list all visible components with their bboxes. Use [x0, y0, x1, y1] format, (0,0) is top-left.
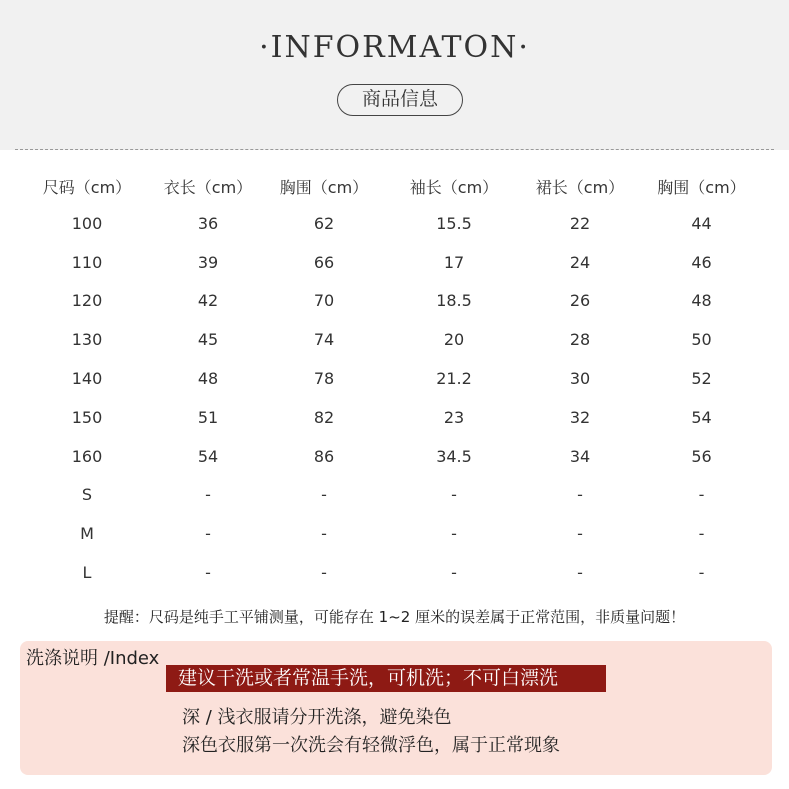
header-title: ·INFORMATON·: [259, 30, 530, 65]
table-cell: 150: [71, 407, 103, 427]
table-cell: 39: [197, 252, 219, 272]
table-header-row: [22, 168, 767, 204]
wash-instructions-box: [20, 641, 772, 775]
table-cell: -: [451, 524, 457, 544]
table-cell: 120: [71, 291, 103, 311]
table-row: [22, 243, 767, 282]
table-cell: 54: [691, 407, 712, 427]
table-cell: 74: [313, 330, 335, 350]
measurement-notice: 提醒：尺码是纯手工平铺测量，可能存在 1~2 厘米的误差属于正常范围，非质量问题！: [103, 608, 686, 626]
table-row: [22, 476, 767, 515]
table-cell: S: [81, 485, 93, 505]
table-cell: 42: [197, 291, 219, 311]
table-cell: 24: [569, 252, 591, 272]
table-cell: 22: [569, 213, 591, 233]
table-cell: M: [80, 524, 94, 544]
table-cell: 110: [71, 252, 103, 272]
table-cell: L: [82, 563, 92, 583]
table-cell: -: [698, 524, 705, 544]
wash-line-1: 深 / 浅衣服请分开洗涤，避免染色: [182, 707, 452, 728]
table-cell: 20: [443, 330, 465, 350]
column-header: 衣长（cm）: [163, 177, 253, 197]
table-row: [22, 553, 767, 592]
table-cell: -: [205, 524, 211, 544]
table-cell: -: [321, 524, 327, 544]
column-header: 袖长（cm）: [409, 177, 499, 197]
table-cell: 52: [691, 369, 712, 389]
table-cell: 130: [71, 330, 103, 350]
table-cell: -: [451, 563, 457, 583]
table-cell: 18.5: [436, 291, 472, 311]
table-cell: 48: [197, 369, 219, 389]
table-cell: -: [577, 485, 583, 505]
table-cell: -: [698, 563, 705, 583]
table-cell: 100: [71, 213, 103, 233]
table-cell: 17: [443, 252, 465, 272]
table-cell: -: [698, 485, 705, 505]
table-cell: 34.5: [436, 446, 472, 466]
table-cell: 36: [197, 213, 219, 233]
product-info-badge: 商品信息: [337, 84, 463, 116]
table-cell: 50: [691, 330, 712, 350]
table-cell: -: [321, 563, 327, 583]
table-cell: 30: [569, 369, 591, 389]
table-cell: -: [205, 485, 211, 505]
table-cell: -: [577, 563, 583, 583]
column-header: 裙长（cm）: [535, 177, 625, 197]
table-cell: 23: [443, 407, 465, 427]
column-header: 尺码（cm）: [42, 177, 132, 197]
table-cell: 46: [691, 252, 712, 272]
table-cell: 54: [197, 446, 219, 466]
table-row: [22, 320, 767, 359]
table-cell: 28: [569, 330, 591, 350]
column-header: 胸围（cm）: [657, 177, 746, 197]
wash-line-2: 深色衣服第一次洗会有轻微浮色，属于正常现象: [182, 735, 560, 756]
table-row: [22, 514, 767, 553]
table-cell: 86: [313, 446, 335, 466]
table-cell: 21.2: [436, 369, 472, 389]
table-row: [22, 204, 767, 243]
table-row: [22, 437, 767, 476]
table-cell: 45: [197, 330, 219, 350]
table-row: [22, 398, 767, 437]
wash-banner: 建议干洗或者常温手洗，可机洗；不可白漂洗: [166, 665, 606, 692]
table-cell: 160: [71, 446, 103, 466]
wash-title: 洗涤说明 /Index: [26, 648, 160, 669]
table-cell: -: [451, 485, 457, 505]
table-cell: 34: [569, 446, 591, 466]
dashed-divider: [15, 149, 774, 150]
table-cell: 56: [691, 446, 712, 466]
table-cell: -: [205, 563, 211, 583]
size-table: [22, 168, 767, 592]
table-cell: 44: [691, 213, 712, 233]
table-cell: 26: [569, 291, 591, 311]
table-cell: 82: [313, 407, 335, 427]
table-cell: 140: [71, 369, 103, 389]
table-cell: 70: [313, 291, 335, 311]
table-cell: 51: [197, 407, 219, 427]
table-cell: 15.5: [436, 213, 472, 233]
table-cell: 78: [313, 369, 335, 389]
table-cell: 62: [313, 213, 335, 233]
table-cell: -: [321, 485, 327, 505]
table-cell: -: [577, 524, 583, 544]
column-header: 胸围（cm）: [279, 177, 369, 197]
table-row: [22, 359, 767, 398]
info-header: [0, 0, 789, 150]
table-cell: 32: [569, 407, 591, 427]
table-cell: 66: [313, 252, 335, 272]
table-row: [22, 282, 767, 321]
table-cell: 48: [691, 291, 712, 311]
